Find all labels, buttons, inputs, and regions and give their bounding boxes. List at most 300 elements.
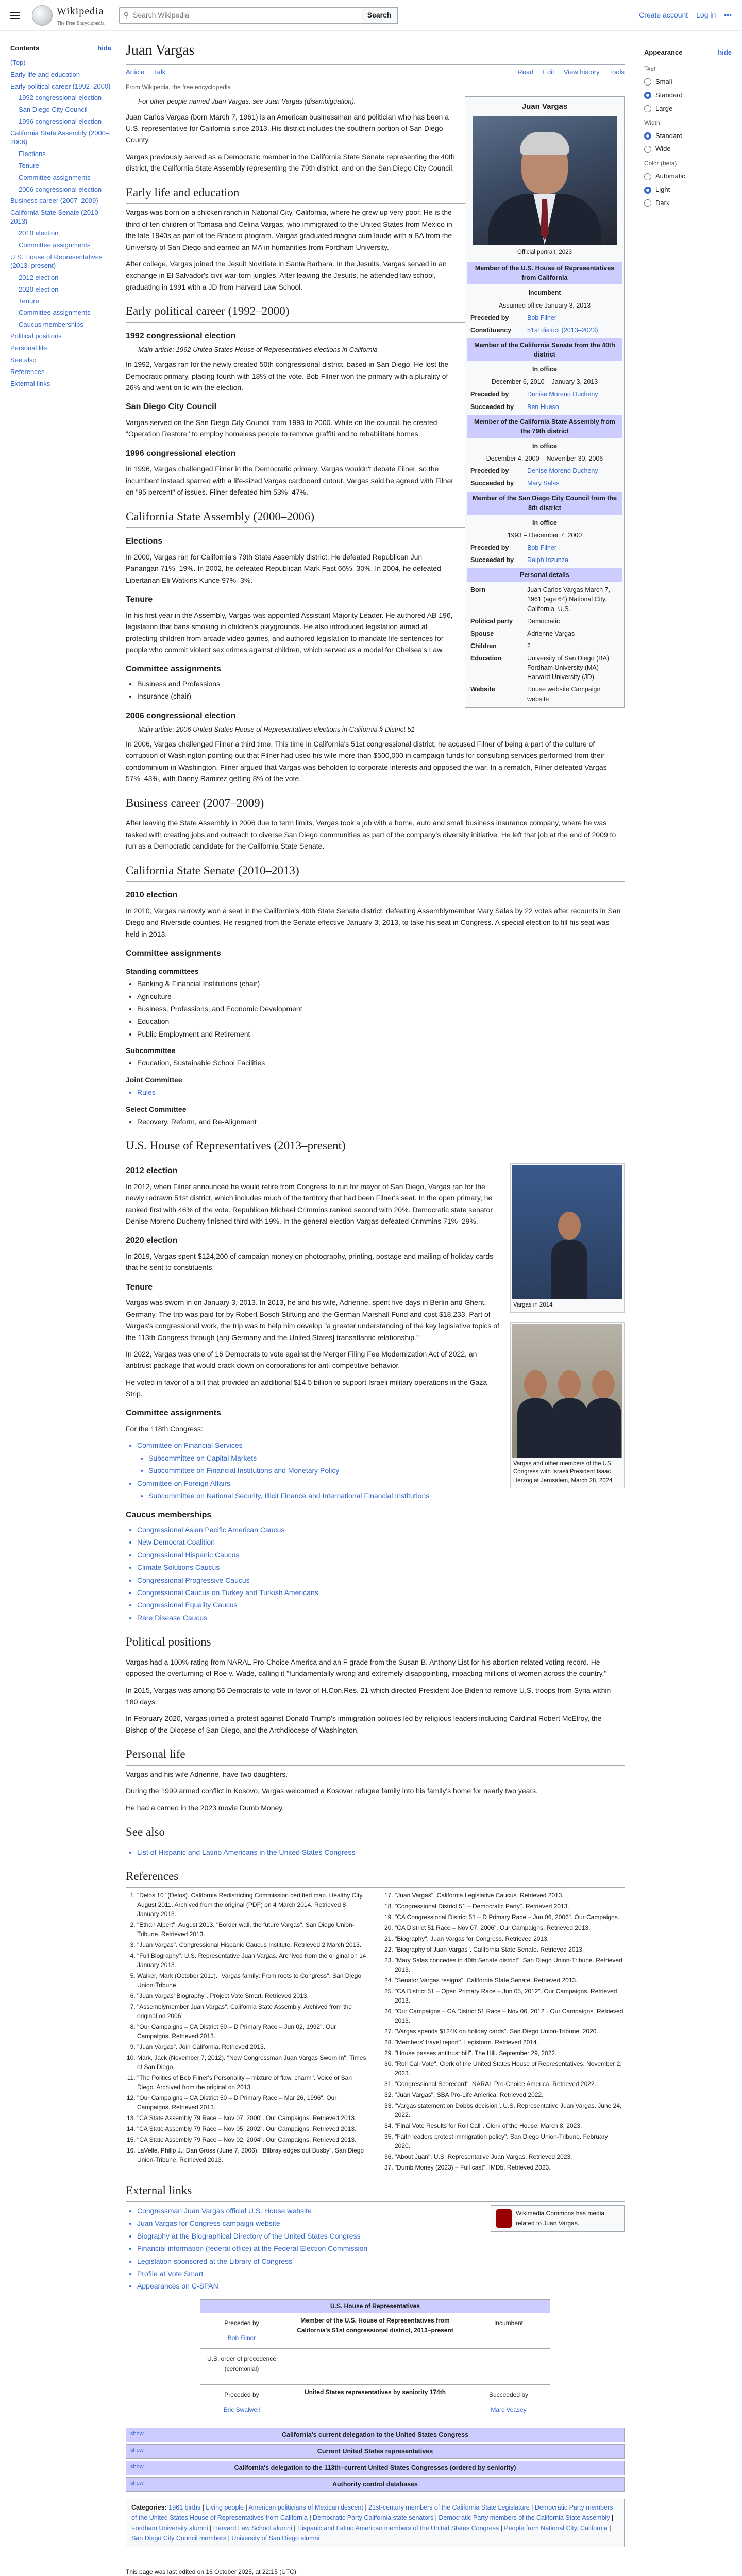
infobox-value[interactable]: Denise Moreno Ducheny bbox=[527, 391, 598, 398]
reference-item: 1. "Delos 10" (Delos). California Redistricting Commission certified map. Healthy City. August 2011. Archived from the original (PDF) on 4 March 2014. Retrieved 8 January 2013. bbox=[137, 1891, 367, 1919]
infobox-key: Preceded by bbox=[470, 544, 509, 551]
portrait-photo[interactable] bbox=[473, 116, 617, 245]
lead-paragraph: Juan Carlos Vargas (born March 7, 1961) is an American businessman and politician who has been a U.S. representative for California since 2013. His district includes the southern portion of San Diego County. bbox=[126, 112, 449, 144]
succession-office: United States representatives by seniority 174th bbox=[283, 2385, 467, 2420]
infobox-row bbox=[467, 584, 622, 615]
toc-item[interactable]: Tenure bbox=[19, 161, 39, 170]
toc-item[interactable]: Committee assignments bbox=[19, 173, 91, 181]
wikipedia-globe-icon bbox=[32, 5, 53, 26]
navbox-show-button[interactable]: show bbox=[130, 2464, 144, 2470]
succession-suc-name[interactable] bbox=[470, 2331, 547, 2336]
list-item[interactable]: • Congressional Caucus on Turkey and Turkish Americans bbox=[137, 1587, 625, 1598]
reference-item: 22. "Biography of Juan Vargas". California State Senate. Retrieved 2013. bbox=[395, 1945, 625, 1954]
navbox-title-text[interactable]: California's delegation to the 113th–current United States Congresses (ordered by seniority) bbox=[234, 2464, 516, 2472]
radio-label: Standard bbox=[655, 91, 683, 99]
navbox-show-button[interactable]: show bbox=[130, 2447, 144, 2454]
infobox bbox=[465, 96, 625, 708]
toc-item[interactable]: San Diego City Council bbox=[19, 106, 88, 114]
list-item: • Agriculture bbox=[137, 991, 625, 1002]
succession-pre-label: Preceded by bbox=[224, 2391, 259, 2398]
reference-item: 32. "Juan Vargas". SBA Pro-Life America. Retrieved 2022. bbox=[395, 2090, 625, 2099]
reference-item: 5. Walker, Mark (October 2011). "Vargas family: From roots to Congress". San Diego Union-Tribune. bbox=[137, 1971, 367, 1990]
infobox-key: Children bbox=[470, 642, 497, 650]
radio-icon bbox=[644, 132, 651, 140]
caucus-list bbox=[137, 1524, 625, 1623]
infobox-row bbox=[467, 640, 622, 652]
category-link[interactable]: Living people bbox=[206, 2504, 244, 2512]
section-heading: Business career (2007–2009) bbox=[126, 794, 625, 815]
infobox-value: 2 bbox=[527, 642, 531, 650]
radio-option[interactable] bbox=[644, 184, 732, 195]
infobox-key: Succeeded by bbox=[470, 403, 514, 411]
reference-item: 27. "Vargas spends $124K on holiday cards". San Diego Union-Tribune. 2020. bbox=[395, 2027, 625, 2036]
succession-row bbox=[200, 2384, 550, 2420]
radio-option[interactable] bbox=[644, 171, 732, 182]
succession-suc-label: Incumbent bbox=[494, 2319, 524, 2327]
radio-icon bbox=[644, 173, 651, 180]
reference-item: 18. "Congressional District 51 – Democratic Party". Retrieved 2013. bbox=[395, 1902, 625, 1911]
navbox-title-text[interactable]: California's current delegation to the United States Congress bbox=[281, 2431, 469, 2439]
section-heading: California State Senate (2010–2013) bbox=[126, 861, 625, 882]
section-heading: References bbox=[126, 1867, 625, 1888]
header-link[interactable]: ••• bbox=[724, 11, 732, 20]
reference-item: 3. "Juan Vargas". Congressional Hispanic Caucus Institute. Retrieved 2 March 2013. bbox=[137, 1940, 367, 1950]
reference-item: 36. "About Juan". U.S. Representative Juan Vargas. Retrieved 2023. bbox=[395, 2152, 625, 2161]
reference-item: 30. "Roll Call Vote". Clerk of the United States House of Representatives. November 2, 2023. bbox=[395, 2059, 625, 2078]
table-of-contents bbox=[10, 31, 111, 2576]
reference-item: 34. "Final Vote Results for Roll Call". Clerk of the House. March 8, 2023. bbox=[395, 2121, 625, 2130]
infobox-key: Website bbox=[470, 686, 495, 693]
site-name: Wikipedia bbox=[57, 5, 104, 17]
navbox bbox=[126, 2444, 625, 2459]
infobox-key: Spouse bbox=[470, 630, 494, 637]
succession-preceded bbox=[200, 2313, 283, 2348]
infobox-value[interactable]: Bob Filner bbox=[527, 544, 556, 551]
succession-suc-name[interactable]: Marc Veasey bbox=[491, 2405, 527, 2413]
paragraph: For the 118th Congress: bbox=[126, 1425, 203, 1433]
toc-item[interactable]: U.S. House of Representatives (2013–present) bbox=[10, 252, 103, 269]
separator: | bbox=[292, 2524, 297, 2532]
infobox-key: Political party bbox=[470, 617, 513, 625]
toc-item[interactable]: 2006 congressional election bbox=[19, 185, 102, 193]
reference-item: 4. "Full Biography". U.S. Representative Juan Vargas. Archived from the original on 14 January 2013. bbox=[137, 1951, 367, 1970]
last-modified: This page was last edited on 16 October 2025, at 22:15 (UTC). bbox=[126, 2568, 298, 2576]
subsection-heading: Elections bbox=[126, 537, 163, 546]
list-item[interactable]: • Congressional Equality Caucus bbox=[137, 1599, 625, 1611]
succession-office bbox=[283, 2349, 467, 2384]
toc-item[interactable]: Early life and education bbox=[10, 70, 80, 78]
section-heading: U.S. House of Representatives (2013–present) bbox=[126, 1137, 625, 1157]
paragraph: Vargas was born on a chicken ranch in National City, California, where he grew up very poor. He is the third of ten children of Tomasa and Celina Vargas, who immigrated to the United States from Mexico in the late 1940s as part of the Bracero program. Vargas graduated magna cum laude with a BA from the University of San Diego and earned an MA in humanities from Fordham University. bbox=[126, 208, 452, 251]
navbox-show-button[interactable]: show bbox=[130, 2431, 144, 2437]
separator: | bbox=[529, 2504, 535, 2512]
succession-suc-label bbox=[470, 2351, 547, 2357]
hatnote: For other people named Juan Vargas, see Juan Vargas (disambiguation). bbox=[138, 97, 356, 105]
subsection-heading: 1992 congressional election bbox=[126, 331, 236, 341]
toc-item[interactable]: Tenure bbox=[19, 297, 39, 305]
commons-box[interactable] bbox=[491, 2205, 625, 2232]
list-item[interactable]: • Congressman Juan Vargas official U.S. House website bbox=[137, 2205, 625, 2216]
toc-item[interactable]: External links bbox=[10, 379, 50, 387]
infobox-office-band: Member of the U.S. House of Representatives from California bbox=[467, 262, 622, 284]
radio-icon bbox=[644, 78, 651, 86]
tab-talk[interactable]: Talk bbox=[154, 67, 166, 76]
toc-item[interactable]: References bbox=[10, 367, 45, 376]
infobox-row bbox=[467, 652, 622, 683]
section-heading: California State Assembly (2000–2006) bbox=[126, 507, 625, 528]
toc-item[interactable]: California State Assembly (2000–2006) bbox=[10, 129, 110, 146]
article-content bbox=[111, 31, 639, 2576]
succession-office: Member of the U.S. House of Representatives from California's 51st congressional district, 2013–present bbox=[283, 2313, 467, 2348]
radio-option[interactable] bbox=[644, 104, 732, 114]
infobox-key: Preceded by bbox=[470, 314, 509, 321]
reference-item: 17. "Juan Vargas". California Legislative Caucus. Retrieved 2013. bbox=[395, 1891, 625, 1900]
reference-item: 2. "Ethan Alpert". August 2013. "Border wall, the future Vargas". San Diego Union-Tribune. Retrieved 2013. bbox=[137, 1920, 367, 1939]
paragraph: He had a cameo in the 2023 movie Dumb Money. bbox=[126, 1803, 284, 1812]
succession-succeeded bbox=[467, 2349, 550, 2384]
navbox-title-text[interactable]: Authority control databases bbox=[332, 2481, 418, 2488]
infobox-value[interactable]: 51st district (2013–2023) bbox=[527, 326, 598, 334]
toc-item[interactable]: 1996 congressional election bbox=[19, 117, 102, 126]
reference-item: 20. "CA District 51 Race – Nov 07, 2006". Our Campaigns. Retrieved 2013. bbox=[395, 1923, 625, 1933]
paragraph: Vargas served on the San Diego City Council from 1993 to 2000. While on the council, he created "Operation Restore" to employ homeless people to remove graffiti and to rehabilitate homes. bbox=[126, 418, 437, 438]
reference-item: 24. "Senator Vargas resigns". California State Senate. Retrieved 2013. bbox=[395, 1976, 625, 1985]
toc-item[interactable]: Caucus memberships bbox=[19, 320, 83, 329]
toc-item[interactable]: Committee assignments bbox=[19, 309, 91, 317]
category-link[interactable]: Harvard Law School alumni bbox=[213, 2524, 292, 2532]
paragraph: In 1996, Vargas challenged Filner in the Democratic primary. Vargas wouldn't debate Filner, so the incumbent instead sparred with a life-sized Vargas cardboard cutout. Vargas said he agreed with Filner on "95 percent" of issues. Filner defeated him 53%–47%. bbox=[126, 465, 454, 497]
text-size-label: Text bbox=[644, 65, 656, 73]
committee-group-label: Standing committees bbox=[126, 967, 199, 975]
infobox-value[interactable]: Mary Salas bbox=[527, 480, 560, 487]
infobox-key: Education bbox=[470, 655, 502, 663]
page-footer bbox=[126, 2560, 625, 2576]
infobox-value: University of San Diego (BA) Fordham University (MA) Harvard University (JD) bbox=[527, 655, 610, 681]
infobox-row bbox=[467, 401, 622, 413]
list-item: • Banking & Financial Institutions (chair) bbox=[137, 978, 625, 989]
reference-item: 15. "CA State Assembly 79 Race – Nov 02, 2004". Our Campaigns. Retrieved 2013. bbox=[137, 2135, 367, 2144]
radio-label: Dark bbox=[655, 198, 670, 207]
list-item: • Business and Professions bbox=[137, 678, 625, 689]
radio-option[interactable] bbox=[644, 131, 732, 142]
infobox-key: Constituency bbox=[470, 326, 512, 334]
radio-label: Large bbox=[655, 104, 673, 112]
reference-item: 10. Mark, Jack (November 7, 2012). "New Congressman Juan Vargas Sworn In". Times of San Diego. bbox=[137, 2053, 367, 2072]
navbox-title bbox=[126, 2461, 624, 2475]
reference-item: 19. "CA Congressional District 51 – D Primary Race – Jun 06, 2006". Our Campaigns. bbox=[395, 1912, 625, 1922]
paragraph: During the 1999 armed conflict in Kosovo, Vargas welcomed a Kosovar refugee family into his family's home for nearly two years. bbox=[126, 1787, 538, 1795]
list-item[interactable]: • Rare Disease Caucus bbox=[137, 1612, 625, 1623]
separator: | bbox=[226, 2535, 232, 2543]
paragraph: In 2015, Vargas was among 56 Democrats to vote in favor of H.Con.Res. 21 which directed President Joe Biden to remove U.S. troops from Syria within 180 days. bbox=[126, 1686, 611, 1706]
reference-item: 11. "The Politics of Bob Filner's Personality – mixture of flaw, charm". Voice of San Diego. Archived from the original on 2013. bbox=[137, 2073, 367, 2092]
figure-vargas-2014[interactable] bbox=[510, 1163, 625, 1313]
infobox-office-term: 1993 – December 7, 2000 bbox=[507, 531, 582, 539]
subsection-heading: Caucus memberships bbox=[126, 1511, 212, 1520]
list-item[interactable]: • Financial information (federal office) at the Federal Election Commission bbox=[137, 2243, 625, 2254]
category-links bbox=[126, 2499, 625, 2547]
paragraph: Vargas and his wife Adrienne, have two daughters. bbox=[126, 1770, 288, 1779]
reference-item: 21. "Biography". Juan Vargas for Congress. Retrieved 2013. bbox=[395, 1934, 625, 1943]
list-item[interactable]: • Subcommittee on Capital Markets bbox=[148, 1452, 625, 1464]
navbox-title bbox=[126, 2445, 624, 2458]
reference-item: 28. "Members' travel report". Legistorm. Retrieved 2014. bbox=[395, 2038, 625, 2047]
list-item[interactable]: • Subcommittee on Financial Institutions and Monetary Policy bbox=[148, 1465, 625, 1476]
infobox-key: Preceded by bbox=[470, 391, 509, 398]
categories-label: Categories: bbox=[131, 2504, 167, 2512]
appearance-title: Appearance bbox=[644, 48, 683, 56]
paragraph: After leaving the State Assembly in 2006 due to term limits, Vargas took a job with a home, auto and small business insurance company, where he was tasked with creating jobs and outreach to diverse San Diego communities as part of the company's diversity initiative. He left that job at the end of 2009 to run as a Democratic candidate for the California State Senate. bbox=[126, 819, 616, 851]
commons-logo-icon bbox=[496, 2209, 512, 2228]
radio-option[interactable] bbox=[644, 198, 732, 209]
reference-item: 12. "Our Campaigns – CA District 50 – D Primary Race – Mar 26, 1996". Our Campaigns. Retrieved 2013. bbox=[137, 2093, 367, 2112]
list-item[interactable]: • Rules bbox=[137, 1087, 625, 1098]
separator: | bbox=[499, 2524, 504, 2532]
category-link[interactable]: People from National City, California bbox=[504, 2524, 608, 2532]
tab-view-history[interactable]: View history bbox=[563, 67, 600, 76]
reference-item: 7. "Assemblymember Juan Vargas". California State Assembly. Archived from the original on 2006. bbox=[137, 2002, 367, 2021]
reference-item: 26. "Our Campaigns – CA District 51 Race – Nov 06, 2012". Our Campaigns. Retrieved 2013. bbox=[395, 2007, 625, 2025]
list-item: • Business, Professions, and Economic Development bbox=[137, 1003, 625, 1014]
tab-tools[interactable]: Tools bbox=[609, 67, 625, 76]
site-logo[interactable] bbox=[32, 3, 105, 28]
category-link[interactable]: Democratic Party California state senators bbox=[313, 2514, 434, 2522]
list-item[interactable]: • Congressional Hispanic Caucus bbox=[137, 1549, 625, 1561]
committee-list bbox=[137, 1087, 625, 1098]
infobox-office-term: Assumed office January 3, 2013 bbox=[498, 301, 591, 309]
site-sub: From Wikipedia, the free encyclopedia bbox=[126, 83, 231, 91]
infobox-value: Adrienne Vargas bbox=[527, 630, 575, 637]
infobox-key: Preceded by bbox=[470, 467, 509, 475]
separator: | bbox=[307, 2514, 313, 2522]
subsection-heading: 2010 election bbox=[126, 891, 178, 900]
paragraph: In 1992, Vargas ran for the newly created 50th congressional district, based in San Diego. He lost the Democratic primary, placing fourth with 18% of the vote. Bob Filner won the primary with a plurality of 26% and went on to win the election. bbox=[126, 360, 449, 392]
succession-preceded bbox=[200, 2385, 283, 2420]
infobox-office-status: Incumbent bbox=[528, 289, 561, 297]
radio-icon bbox=[644, 146, 651, 153]
list-item[interactable]: • New Democrat Coalition bbox=[137, 1536, 625, 1548]
navbox-title bbox=[126, 2428, 624, 2442]
paragraph: After college, Vargas joined the Jesuit Novitiate in Santa Barbara. In the Jesuits, Vargas served in an exchange in El Salvador's civil war-torn jungles. After leaving the Jesuits, he attended law school, graduating in 1991 with a JD from Harvard Law School. bbox=[126, 259, 447, 291]
separator: | bbox=[433, 2514, 439, 2522]
header-link[interactable]: Create account bbox=[639, 11, 688, 20]
paragraph: He voted in favor of a bill that provided an additional $14.5 billion to support Israeli military operations in the Gaza Strip. bbox=[126, 1378, 487, 1398]
section-heading: Early political career (1992–2000) bbox=[126, 302, 625, 323]
toc-item[interactable]: 2020 election bbox=[19, 285, 59, 293]
figure-caption: Vargas and other members of the US Congress with Israeli President Isaac Herzog at Jerusalem, March 28, 2024 bbox=[513, 1461, 613, 1484]
figure-congress-israel[interactable] bbox=[510, 1322, 625, 1488]
page-tabs bbox=[126, 65, 625, 80]
paragraph: In his first year in the Assembly, Vargas was appointed Assistant Majority Leader. He authored AB 196, legislation that bans smoking in children's playgrounds. He also introduced legislation aimed at protecting children from arcade video games, and authored legislation to mandate life sentences for people who commit violent sex crimes against children, which served as a model for Chelsea's Law. bbox=[126, 611, 453, 654]
tab-article[interactable]: Article bbox=[126, 67, 145, 76]
subsection-heading: Committee assignments bbox=[126, 665, 221, 674]
category-link[interactable]: Hispanic and Latino American members of the United States Congress bbox=[297, 2524, 499, 2532]
category-link[interactable]: Fordham University alumni bbox=[131, 2524, 208, 2532]
subsection-heading: 2012 election bbox=[126, 1166, 178, 1176]
succession-suc-label: Succeeded by bbox=[488, 2391, 529, 2398]
infobox-value[interactable]: Ralph Inzunza bbox=[527, 556, 568, 564]
infobox-value[interactable]: Ben Hueso bbox=[527, 403, 559, 411]
reference-item: 35. "Faith leaders protest immigration policy". San Diego Union-Tribune. February 2020. bbox=[395, 2132, 625, 2150]
appearance-hide-button[interactable]: hide bbox=[718, 48, 732, 56]
succession-pre-name[interactable] bbox=[203, 2377, 280, 2382]
reference-item: 16. LaVelle, Philip J.; Dan Gross (June 7, 2006). "Bilbray edges out Busby". San Diego Union-Tribune. Retrieved 2013. bbox=[137, 2146, 367, 2164]
subsection-heading: Tenure bbox=[126, 595, 153, 604]
infobox-office-band: Member of the San Diego City Council from the 8th district bbox=[467, 492, 622, 514]
list-item: • Education, Sustainable School Facilities bbox=[137, 1057, 625, 1069]
toc-item[interactable]: Elections bbox=[19, 149, 46, 158]
infobox-row bbox=[467, 465, 622, 477]
reference-item: 14. "CA State Assembly 79 Race – Nov 05, 2002". Our Campaigns. Retrieved 2013. bbox=[137, 2124, 367, 2133]
reference-item: 8. "Our Campaigns – CA District 50 – D Primary Race – Jun 02, 1992". Our Campaigns. Retrieved 2013. bbox=[137, 2022, 367, 2041]
reference-item: 9. "Juan Vargas". Join California. Retrieved 2013. bbox=[137, 2042, 367, 2052]
radio-option[interactable] bbox=[644, 90, 732, 101]
subsection-heading: Committee assignments bbox=[126, 949, 221, 958]
list-item[interactable]: • Biography at the Biographical Directory of the United States Congress bbox=[137, 2230, 625, 2242]
list-item[interactable]: • Legislation sponsored at the Library of Congress bbox=[137, 2256, 625, 2267]
paragraph: Vargas had a 100% rating from NARAL Pro-Choice America and an F grade from the Susan B. Anthony List for his abortion-related voting record. He opposed the overturning of Roe v. Wade, calling it "fundamentally wrong and extremely disappointing, impacting millions of women across the country." bbox=[126, 1657, 607, 1678]
navbox-show-button[interactable]: show bbox=[130, 2480, 144, 2487]
category-link[interactable]: University of San Diego alumni bbox=[231, 2535, 320, 2543]
radio-label: Wide bbox=[655, 145, 671, 153]
search-input[interactable] bbox=[119, 7, 361, 24]
infobox-row bbox=[467, 477, 622, 489]
list-item[interactable]: • Climate Solutions Caucus bbox=[137, 1562, 625, 1573]
list-item[interactable]: • Profile at Vote Smart bbox=[137, 2268, 625, 2279]
infobox-office-term: December 4, 2000 – November 30, 2006 bbox=[486, 455, 603, 463]
subsection-heading: San Diego City Council bbox=[126, 402, 217, 412]
category-link[interactable]: 21st-century members of the California State Legislature bbox=[368, 2504, 530, 2512]
infobox-value[interactable]: Bob Filner bbox=[527, 314, 556, 321]
succession-suc-name[interactable] bbox=[470, 2357, 547, 2362]
photo-vargas-2014 bbox=[512, 1165, 622, 1299]
toc-item[interactable]: See also bbox=[10, 355, 37, 364]
radio-option[interactable] bbox=[644, 77, 732, 88]
toc-item[interactable]: California State Senate (2010–2013) bbox=[10, 209, 102, 226]
site-tagline: The Free Encyclopedia bbox=[57, 20, 105, 26]
toc-item[interactable]: Committee assignments bbox=[19, 241, 91, 249]
infobox-row bbox=[467, 628, 622, 640]
radio-option[interactable] bbox=[644, 144, 732, 155]
navbox-title-text[interactable]: Current United States representatives bbox=[317, 2448, 433, 2455]
succession-succeeded bbox=[467, 2385, 550, 2420]
search-button[interactable]: Search bbox=[361, 7, 398, 24]
page-title: Juan Vargas bbox=[126, 39, 625, 65]
paragraph: In 2019, Vargas spent $124,200 of campaign money on photography, printing, postage and mailing of holiday cards that he sent to constituents. bbox=[126, 1251, 494, 1272]
list-item: • Education bbox=[137, 1015, 625, 1027]
toc-item[interactable]: Business career (2007–2009) bbox=[10, 197, 98, 205]
list-item[interactable]: • Congressional Progressive Caucus bbox=[137, 1574, 625, 1586]
separator: | bbox=[208, 2524, 213, 2532]
toc-item[interactable]: Early political career (1992–2000) bbox=[10, 82, 111, 90]
photo-congress-israel bbox=[512, 1324, 622, 1458]
radio-icon bbox=[644, 92, 651, 99]
separator: | bbox=[200, 2504, 206, 2512]
toc-item[interactable]: 2012 election bbox=[19, 273, 59, 281]
separator: | bbox=[363, 2504, 369, 2512]
category-link[interactable]: American politicians of Mexican descent bbox=[248, 2504, 363, 2512]
category-link[interactable]: Democratic Party members of the United States House of Representatives from California bbox=[131, 2504, 613, 2522]
succession-box bbox=[200, 2299, 550, 2420]
radio-icon bbox=[644, 187, 651, 194]
toc-hide-button[interactable]: hide bbox=[97, 44, 111, 52]
list-item[interactable]: • List of Hispanic and Latino Americans in the United States Congress bbox=[137, 1846, 625, 1858]
reference-item: 37. "Dumb Money (2023) – Full cast". IMDb. Retrieved 2023. bbox=[395, 2163, 625, 2172]
radio-label: Small bbox=[655, 77, 672, 86]
navbox bbox=[126, 2461, 625, 2475]
list-item: • Insurance (chair) bbox=[137, 690, 625, 702]
infobox-office-term: December 6, 2010 – January 3, 2013 bbox=[491, 378, 598, 386]
main-article-note[interactable]: Main article: 2006 United States House of Representatives elections in California § District 51 bbox=[138, 725, 415, 734]
subsection-heading: 2020 election bbox=[126, 1236, 178, 1245]
radio-icon bbox=[644, 199, 651, 207]
main-article-note[interactable]: Main article: 1992 United States House of Representatives elections in California bbox=[138, 346, 378, 354]
navbox-title bbox=[126, 2478, 624, 2491]
reference-item: 23. "Mary Salas concedes in 40th Senate district". San Diego Union-Tribune. Retrieved 2013. bbox=[395, 1956, 625, 1974]
succession-pre-name[interactable]: Eric Swalwell bbox=[223, 2405, 260, 2413]
succession-pre-name[interactable]: Bob Filner bbox=[227, 2334, 256, 2342]
search-placeholder: Search Wikipedia bbox=[133, 11, 189, 20]
committee-list bbox=[137, 978, 625, 1040]
category-link[interactable]: Democratic Party members of the California State Assembly bbox=[439, 2514, 610, 2522]
toc-item[interactable]: 1992 congressional election bbox=[19, 94, 102, 102]
infobox-key: Born bbox=[470, 586, 486, 594]
list-item[interactable]: • Congressional Asian Pacific American Caucus bbox=[137, 1524, 625, 1535]
navbox bbox=[126, 2477, 625, 2492]
reference-item: 13. "CA State Assembly 79 Race – Nov 07, 2000". Our Campaigns. Retrieved 2013. bbox=[137, 2113, 367, 2123]
succession-preceded bbox=[200, 2349, 283, 2384]
separator: | bbox=[607, 2524, 611, 2532]
see-also-list bbox=[137, 1846, 625, 1858]
tab-read[interactable]: Read bbox=[517, 67, 534, 76]
infobox-row bbox=[467, 683, 622, 705]
committee-group-label: Select Committee bbox=[126, 1105, 187, 1113]
reference-item: 6. "Juan Vargas' Biography". Project Vote Smart. Retrieved 2013. bbox=[137, 1991, 367, 2001]
category-link[interactable]: 1961 births bbox=[168, 2504, 201, 2512]
toc-item[interactable]: 2010 election bbox=[19, 229, 59, 238]
radio-label: Standard bbox=[655, 131, 683, 140]
subsection-heading: Tenure bbox=[126, 1282, 153, 1292]
list-item[interactable]: • Committee on Financial Services bbox=[137, 1439, 625, 1451]
infobox-row bbox=[467, 388, 622, 400]
reference-item: 29. "House passes antitrust bill". The Hill. September 29, 2022. bbox=[395, 2048, 625, 2058]
succession-succeeded bbox=[467, 2313, 550, 2348]
category-link[interactable]: San Diego City Council members bbox=[131, 2535, 227, 2543]
list-item[interactable]: • Juan Vargas for Congress campaign website bbox=[137, 2217, 625, 2229]
list-item[interactable]: • Appearances on C-SPAN bbox=[137, 2280, 625, 2292]
header-link[interactable]: Log in bbox=[696, 11, 716, 20]
list-item[interactable]: • Subcommittee on National Security, Illicit Finance and International Financial Institutions bbox=[148, 1490, 625, 1501]
tab-edit[interactable]: Edit bbox=[543, 67, 554, 76]
list-item[interactable]: • Committee on Foreign Affairs bbox=[137, 1478, 625, 1489]
toc-item[interactable]: (Top) bbox=[10, 58, 26, 66]
commons-text: Wikimedia Commons has media related to Juan Vargas. bbox=[516, 2210, 605, 2227]
radio-label: Automatic bbox=[655, 172, 685, 180]
radio-icon bbox=[644, 105, 651, 112]
paragraph: In 2006, Vargas challenged Filner a third time. This time in California's 51st congressional district, he accused Filner of being a part of the culture of corruption of Washington pointing out that Filner had used his wife more than $500,000 in campaign funds for consulting services performed from their condominium in Washington. Filner argued that Vargas was beholden to corporate interests and opposed the war. In a rematch, Filner defeated Vargas 57%–43%, with Danny Ramirez getting 8% of the vote. bbox=[126, 740, 607, 783]
succession-row bbox=[200, 2348, 550, 2384]
succession-band: U.S. House of Representatives bbox=[200, 2300, 550, 2313]
infobox-office-status: In office bbox=[532, 442, 557, 450]
toc-item[interactable]: Political positions bbox=[10, 332, 62, 341]
toc-title: Contents bbox=[10, 44, 40, 52]
infobox-office-band: Member of the California State Assembly from the 79th district bbox=[467, 415, 622, 438]
paragraph: In 2010, Vargas narrowly won a seat in the California's 40th State Senate district, defeating Assemblymember Mary Salas by 22 votes after recounts in San Diego and Riverside counties. He resigned from the Senate effective January 3, 2013, to take his seat in Congress. A special election to fill his seat was held in 2013. bbox=[126, 906, 621, 938]
infobox-row bbox=[467, 541, 622, 554]
infobox-value[interactable]: Denise Moreno Ducheny bbox=[527, 467, 598, 475]
toc-item[interactable]: Personal life bbox=[10, 344, 47, 352]
main-menu-icon[interactable] bbox=[10, 8, 25, 23]
